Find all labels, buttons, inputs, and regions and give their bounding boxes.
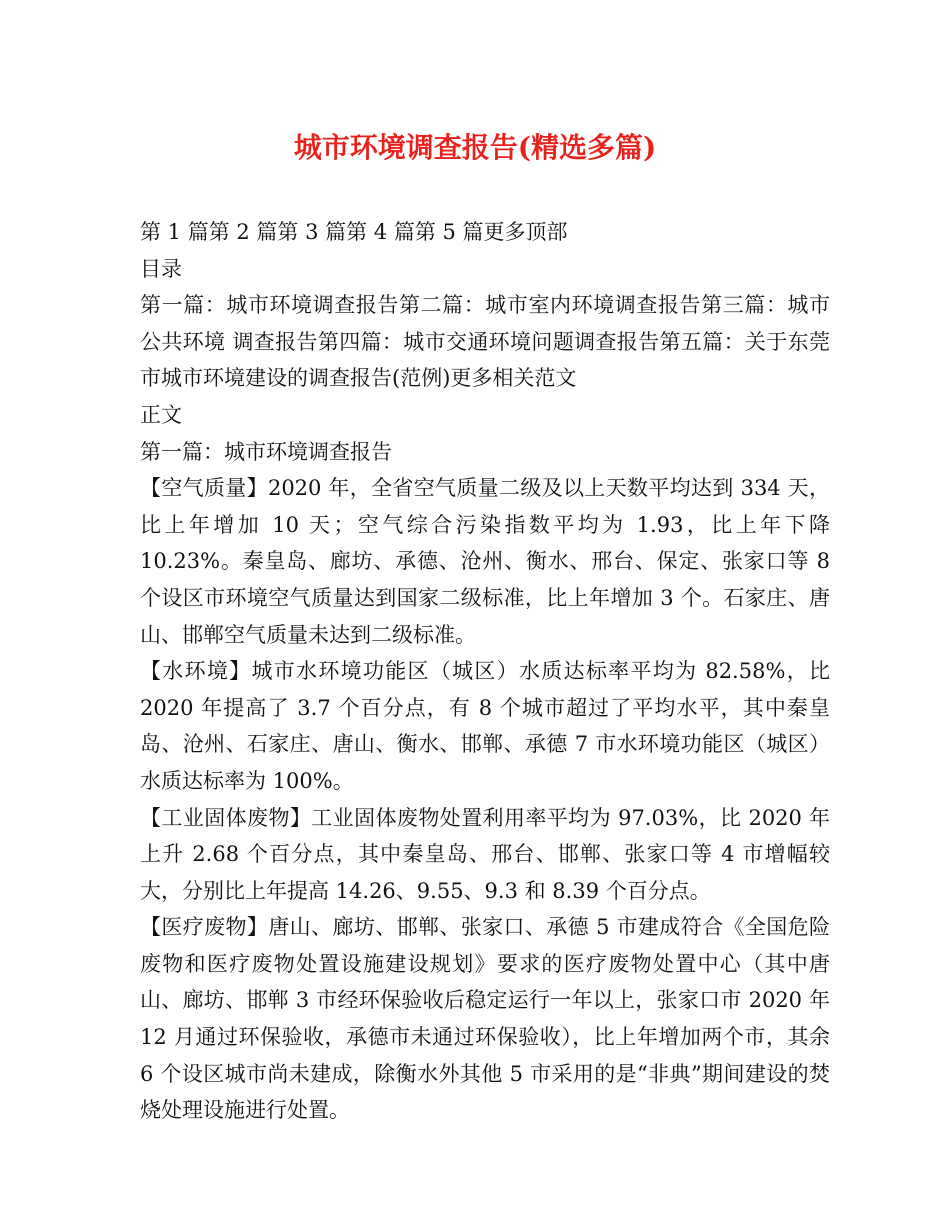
toc-text: 第一篇：城市环境调查报告第二篇：城市室内环境调查报告第三篇：城市公共环境 调查报告第四篇：城市交通环境问题调查报告第五篇：关于东莞市城市环境建设的调查报告(范例)更多相关范文 [140,293,830,391]
paragraph-air-quality: 【空气质量】2020 年，全省空气质量二级及以上天数平均达到 334 天，比上年增加 10 天；空气综合污染指数平均为 1.93，比上年下降 10.23%。秦皇岛、廊坊、承德、沧州、衡水、邢台、保定、张家口等 8 个设区市环境空气质量达到国家二级标准，比上年增加 3 个。石家庄、唐山、邯郸空气质量未达到二级标准。 [140,476,830,647]
paragraph-medical-waste: 【医疗废物】唐山、廊坊、邯郸、张家口、承德 5 市建成符合《全国危险废物和医疗废物处置设施建设规划》要求的医疗废物处置中心（其中唐山、廊坊、邯郸 3 市经环保验收后稳定运行一年以上，张家口市 2020 年 12 月通过环保验收，承德市未通过环保验收），比上年增加两个市，其余 6 个设区城市尚未建成，除衡水外其他 5 市采用的是“非典”期间建设的焚烧处理设施进行处置。 [140,915,830,1123]
paragraph-water-environment: 【水环境】城市水环境功能区（城区）水质达标率平均为 82.58%，比 2020 年提高了 3.7 个百分点，有 8 个城市超过了平均水平，其中秦皇岛、沧州、石家庄、唐山、衡水、邯郸、承德 7 市水环境功能区（城区）水质达标率为 100%。 [140,659,830,793]
article-nav-links[interactable]: 第 1 篇第 2 篇第 3 篇第 4 篇第 5 篇更多顶部 [140,220,568,244]
document-title: 城市环境调查报告(精选多篇) [293,131,657,164]
toc-label: 目录 [140,256,182,281]
document-body [140,214,830,1129]
section-title: 第一篇：城市环境调查报告 [140,439,392,464]
body-label: 正文 [140,402,182,427]
paragraph-industrial-solid-waste: 【工业固体废物】工业固体废物处置利用率平均为 97.03%，比 2020 年上升 2.68 个百分点，其中秦皇岛、邢台、邯郸、张家口等 4 市增幅较大，分别比上年提高 14.26、9.55、9.3 和 8.39 个百分点。 [140,805,830,903]
